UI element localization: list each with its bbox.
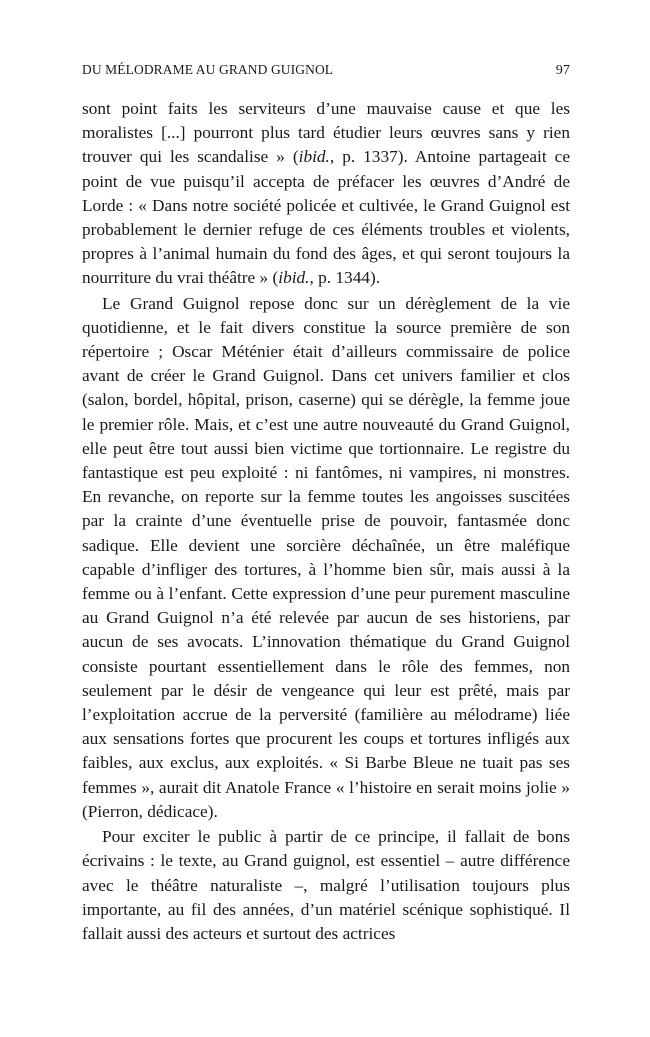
text-segment: Le Grand Guignol repose donc sur un dérèglement de la vie quotidienne, et le fait divers constitue la source première de son répertoire ; Oscar Méténier était d’ailleurs commissaire de police avant de créer le Grand Guignol. Dans cet univers familier et clos (salon, bordel, hôpital, prison, caserne) qui se dérègle, la femme joue le premier rôle. Mais, et c’est une autre nouveauté du Grand Guignol, elle peut être tout aussi bien victime que tortionnaire. Le registre du fantastique est peu exploité : ni fantômes, ni vampires, ni monstres. En revanche, on reporte sur la femme toutes les angoisses suscitées par la crainte d’une éventuelle prise de pouvoir, fantasmée donc sadique. Elle devient une sorcière déchaînée, un être maléfique capable d’infliger des tortures, à l’homme bien sûr, mais aussi à la femme ou à l’enfant. Cette expression d’une peur purement masculine au Grand Guignol n’a été relevée par aucun de ses historiens, par aucun de ses avocats. L’innovation thématique du Grand Guignol consiste pourtant essentiellement dans le rôle des femmes, non seulement par le désir de vengeance qui leur est prêté, mais par l’exploitation accrue de la perversité (familière au mélodrame) liée aux sensations fortes que procurent les coups et tortures infligés aux faibles, aux exclus, aux exploités. « Si Barbe Bleue ne tuait pas ses femmes », aurait dit Anatole France « l’histoire en serait moins jolie » (Pierron, dédicace). xyxy=(82,293,570,821)
citation-ibid: ibid. xyxy=(278,268,310,288)
page-number: 97 xyxy=(555,63,570,78)
running-head xyxy=(82,62,570,79)
text-segment: Pour exciter le public à partir de ce principe, il fallait de bons écrivains : le texte, au Grand guignol, est essentiel – autre différence avec le théâtre naturaliste –, malgré l’utilisation toujours plus importante, au fil des années, d’un matériel scénique sophistiqué. Il fallait aussi des acteurs et surtout des actrices xyxy=(82,827,570,943)
text-segment: sont point faits les serviteurs d’une mauvaise cause et que les moralistes [...] pourront plus tard étudier leurs œuvres sans y rien trouver qui les scandalise » ( xyxy=(82,99,570,167)
text-segment: , p. 1344). xyxy=(309,268,381,288)
paragraph-1 xyxy=(82,97,570,291)
paragraph-2 xyxy=(82,292,570,824)
running-title: DU MÉLODRAME AU GRAND GUIGNOL xyxy=(82,62,334,77)
page xyxy=(82,62,570,946)
paragraph-3 xyxy=(82,825,570,946)
body-text xyxy=(82,97,570,946)
text-segment: , p. 1337). Antoine partageait ce point de vue puisqu’il accepta de préfacer les œuvres d’André de Lorde : « Dans notre société policée et cultivée, le Grand Guignol est probablement le dernier refuge de ces éléments troubles et violents, propres à l’animal humain du fond des âges, et qui seront toujours la nourriture du vrai théâtre » ( xyxy=(82,147,570,288)
citation-ibid: ibid. xyxy=(298,147,330,167)
